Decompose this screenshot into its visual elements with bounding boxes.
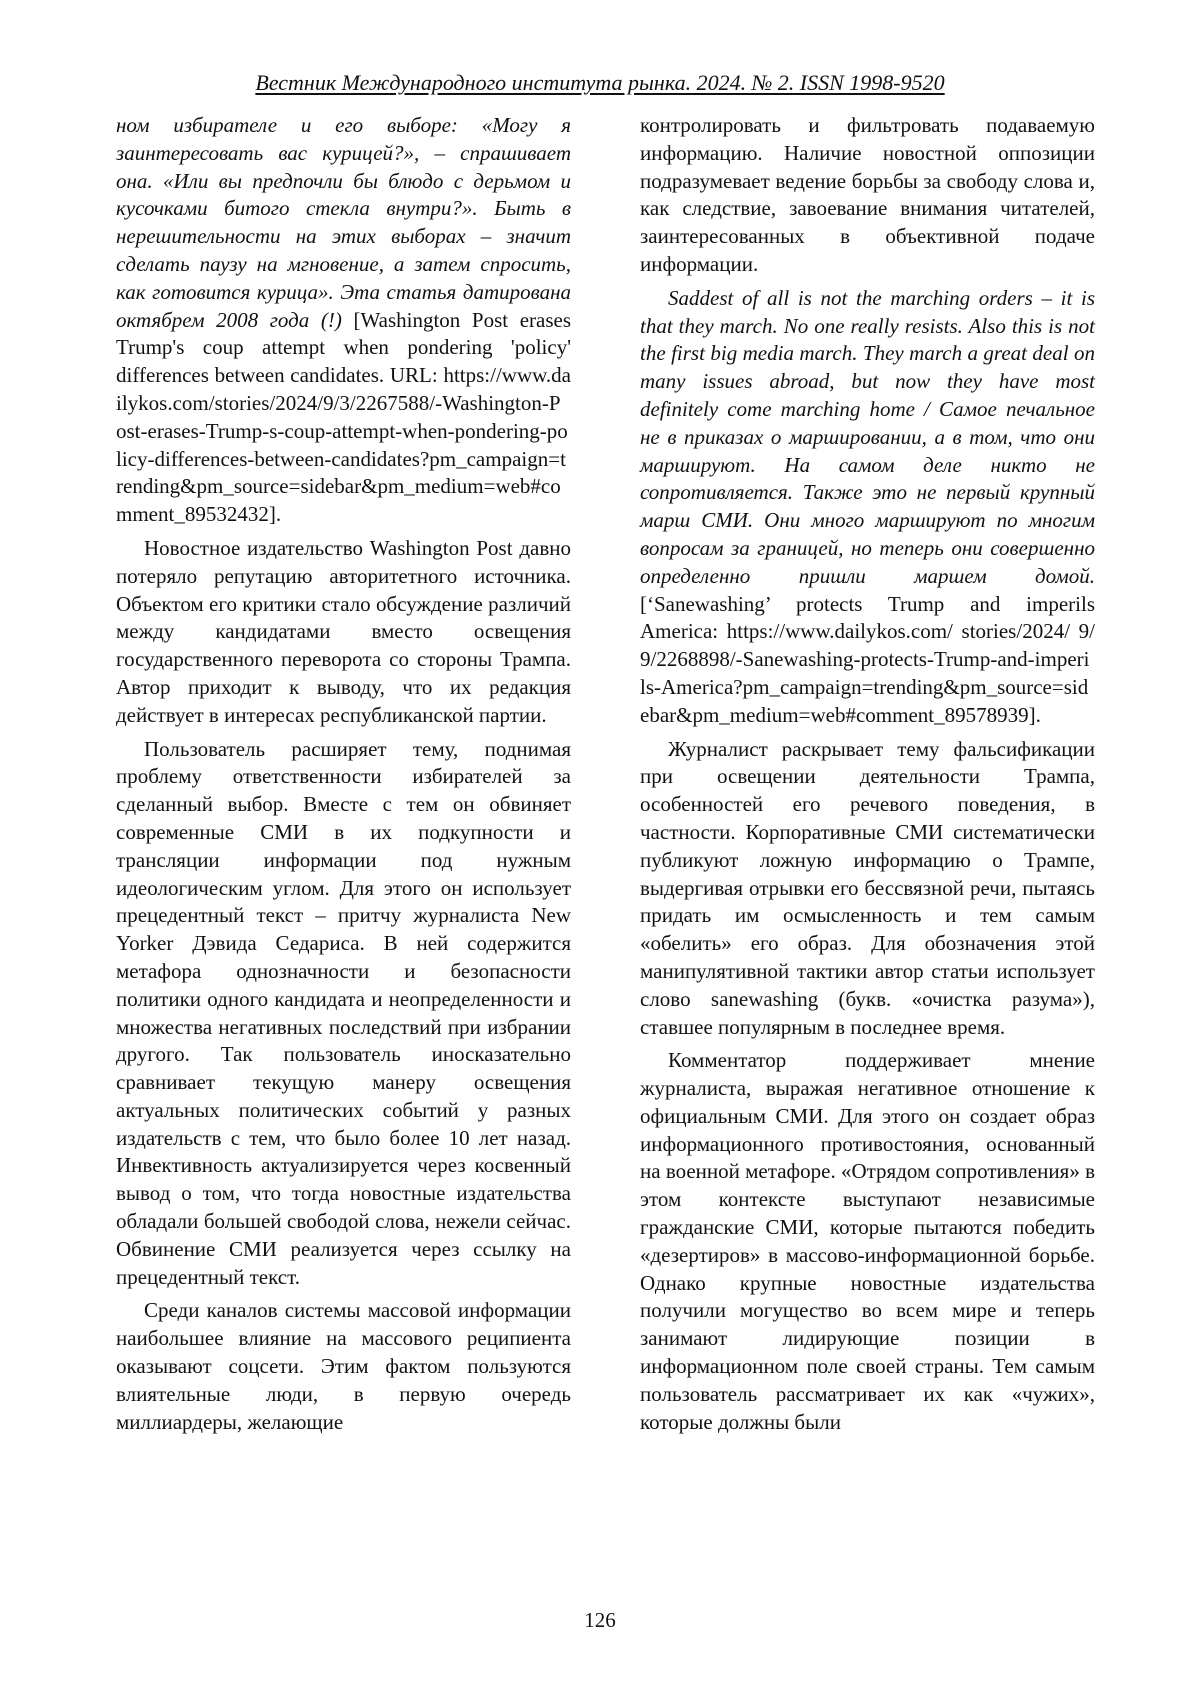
right-reference-url: https://www.dailykos.com/ stories/2024/ 9/9/2268898/-Sanewashing-protects-Trump-and-imperils-America?pm_campaign=trending&pm_source=sidebar&pm_medium=web#comment_89578939]. (640, 619, 1095, 727)
left-paragraph-1 (116, 112, 571, 529)
right-paragraph-3: Журналист раскрывает тему фальсификации при освещении деятельности Трампа, особенностей его речевого поведения, в частности. Корпоративные СМИ систематически публикуют ложную информацию о Трампе, выдергивая отрывки его бессвязной речи, пытаясь придать им осмысленность и тем самым «обелить» его образ. Для обозначения этой манипулятивной тактики автор статьи использует слово sanewashing (букв. «очистка разума»), ставшее популярным в последнее время. (640, 736, 1095, 1039)
left-reference-url: https://www.dailykos.com/stories/2024/9/3/2267588/-Washington-Post-erases-Trump-s-coup-attempt-when-pondering-policy-differences-between-candidates?pm_campaign=trending&pm_source=sidebar&pm_medium=web#comment_89532432]. (116, 363, 571, 527)
right-paragraph-1: контролировать и фильтровать подаваемую информацию. Наличие новостной оппозиции подразумевает ведение борьбы за свободу слова и, как следствие, завоевание внимания читателей, заинтересованных в объективной подаче информации. (640, 113, 1095, 276)
left-reference-title: [Washington Post erases Trump's coup attempt when pondering 'policy' differences between candidates. URL: (116, 307, 572, 388)
page-number: 126 (584, 1608, 616, 1632)
left-column (116, 112, 571, 1442)
left-paragraph-4: Среди каналов системы массовой информации наибольшее влияние на массового реципиента оказывают соцсети. Этим фактом пользуются влиятельные люди, в первую очередь миллиардеры, желающие (116, 1298, 571, 1434)
right-reference-title: [‘Sanewashing’ protects Trump and imperils America: (640, 591, 1095, 644)
right-column (640, 112, 1095, 1442)
left-quote-italic: ном избирателе и его выборе: «Могу я заинтересовать вас курицей?», – спрашивает она. «Или вы предпочли бы блюдо с дерьмом и кусочками битого стекла внутри?». Быть в нерешительности на этих выборах – значит сделать паузу на мгновение, а затем спросить, как готовится курица». Эта статья датирована октябрем 2008 года (!) (116, 113, 571, 332)
left-paragraph-2: Новостное издательство Washington Post давно потеряло репутацию авторитетного источника. Объектом его критики стало обсуждение различий между кандидатами вместо освещения государственного переворота со стороны Трампа. Автор приходит к выводу, что их редакция действует в интересах республиканской партии. (116, 535, 571, 727)
left-paragraph-3: Пользователь расширяет тему, поднимая проблему ответственности избирателей за сделанный выбор. Вместе с тем он обвиняет современные СМИ в их подкупности и трансляции информации под нужным идеологическим углом. Для этого он использует прецедентный текст – притчу журналиста New Yorker Дэвида Седариса. В ней содержится метафора однозначности и безопасности политики одного кандидата и неопределенности и множества негативных последствий при избрании другого. Так пользователь иносказательно сравнивает текущую манеру освещения актуальных политических событий у разных издательств с тем, что было более 10 лет назад. Инвективность актуализируется через косвенный вывод о том, что тогда новостные издательства обладали большей свободой слова, нежели сейчас. Обвинение СМИ реализуется через ссылку на прецедентный текст. (116, 736, 571, 1289)
right-paragraph-2 (640, 285, 1095, 730)
journal-header: Вестник Международного института рынка. 2024. № 2. ISSN 1998-9520 (255, 70, 945, 95)
right-quote-italic: Saddest of all is not the marching orders – it is that they march. No one really resists. Also this is not the first big media march. They march a great deal on many issues abroad, but now they have most definitely come marching home / Самое печальное не в приказах о маршировании, а в том, что они маршируют. На самом деле никто не сопротивляется. Также это не первый крупный марш СМИ. Они много маршируют по многим вопросам за границей, но теперь они совершенно определенно пришли маршем домой. (640, 285, 1095, 588)
right-paragraph-4: Комментатор поддерживает мнение журналиста, выражая негативное отношение к официальным СМИ. Для этого он создает образ информационного противостояния, основанный на военной метафоре. «Отрядом сопротивления» в этом контексте выступают независимые гражданские СМИ, которые пытаются победить «дезертиров» в массово-информационной борьбе. Однако крупные новостные издательства получили могущество во всем мире и теперь занимают лидирующие позиции в информационном поле своей страны. Тем самым пользователь рассматривает их как «чужих», которые должны были (640, 1048, 1095, 1434)
